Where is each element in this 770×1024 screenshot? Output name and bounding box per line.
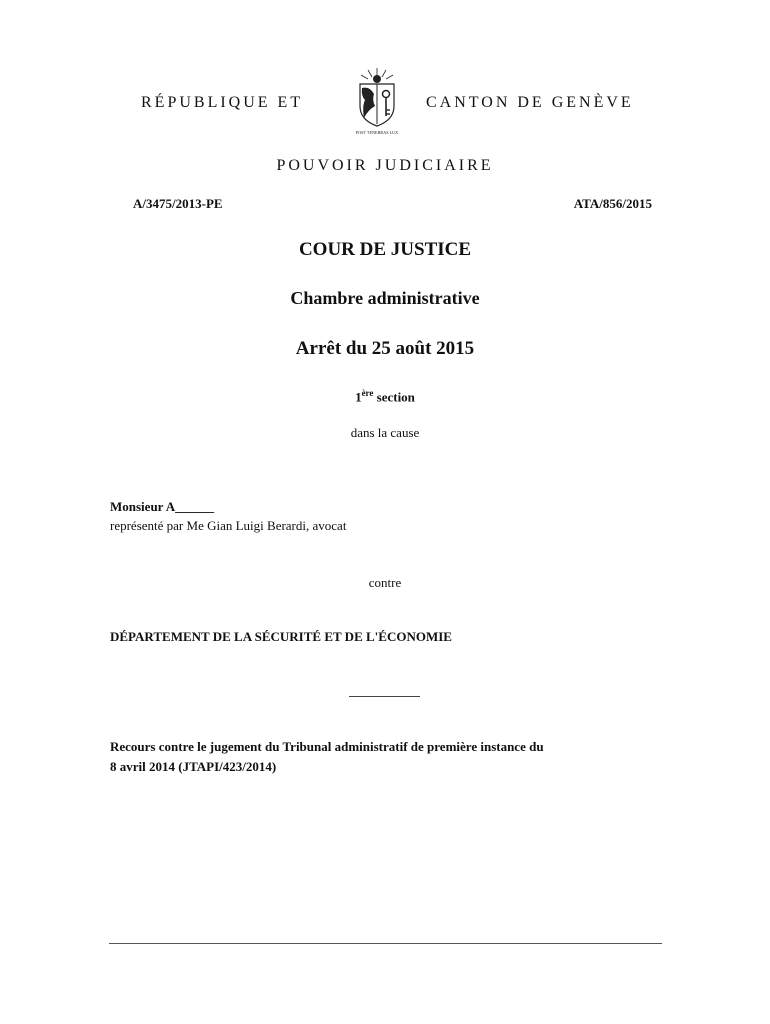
decision-number: ATA/856/2015 [573,196,652,211]
chamber-name: Chambre administrative [290,288,480,308]
versus-label: contre [368,575,402,590]
appellant-name: Monsieur A______ [110,499,215,514]
section-superscript: ère [361,388,374,398]
section-label [0,388,770,405]
decision-date: Arrêt du 25 août 2015 [295,338,475,359]
appellant-representation: représenté par Me Gian Luigi Berardi, avocat [110,518,347,533]
header-republique: RÉPUBLIQUE ET [141,94,304,111]
section-number: 1 [355,389,362,405]
section-word: section [376,389,415,405]
geneva-coat-of-arms-icon [352,66,402,136]
footer-rule [109,943,662,944]
seal-motto: POST TENEBRAS LUX [355,130,399,135]
case-number: A/3475/2013-PE [133,196,223,211]
separator-short [349,696,420,697]
cause-intro: dans la cause [350,425,420,440]
header-canton: CANTON DE GENÈVE [426,94,634,111]
appeal-line-1: Recours contre le jugement du Tribunal administratif de première instance du [110,739,544,754]
appeal-line-2: 8 avril 2014 (JTAPI/423/2014) [110,759,277,774]
header-pouvoir-judiciaire: POUVOIR JUDICIAIRE [276,157,494,174]
court-name: COUR DE JUSTICE [298,239,472,260]
respondent-name: DÉPARTEMENT DE LA SÉCURITÉ ET DE L'ÉCONOMIE [110,629,452,644]
